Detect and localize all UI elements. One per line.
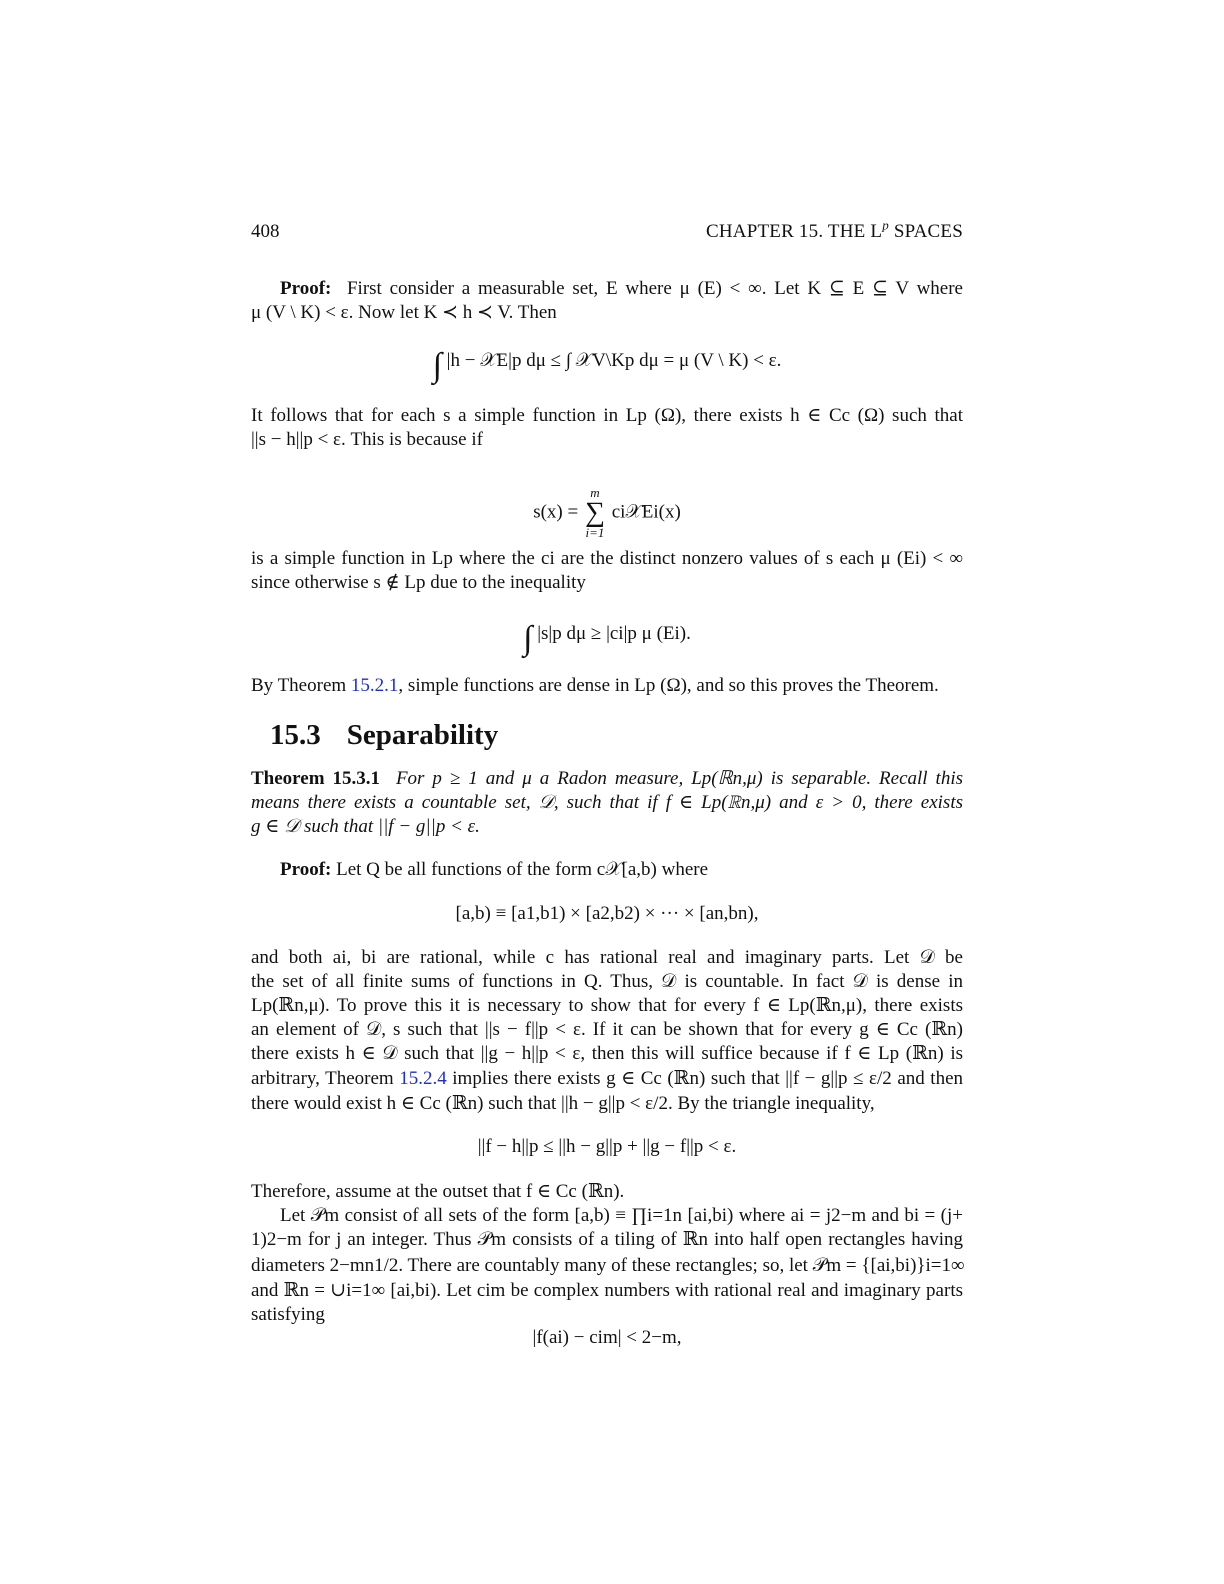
display-equation: [251, 486, 963, 540]
proof-label: Proof:: [280, 859, 332, 880]
proof-text: Let Q be all functions of the form c𝒳[a,b) where: [336, 859, 709, 880]
theorem-line: [251, 815, 963, 839]
paragraph-line: [251, 1067, 963, 1091]
theorem-text: g ∈ 𝒟 such that ||f − g||p < ε.: [251, 816, 480, 837]
chapter-title: [706, 217, 963, 244]
display-equation: [a,b) ≡ [a1,b1) × [a2,b2) × ··· × [an,bn),: [455, 903, 759, 924]
paragraph-line: there would exist h ∈ Cc (ℝn) such that ||h − g||p < ε/2. By the triangle inequality,: [251, 1093, 875, 1114]
text: implies there exists g ∈ Cc (ℝn) such that ||f − g||p ≤ ε/2 and then: [446, 1068, 964, 1089]
display-equation: ||f − h||p ≤ ||h − g||p + ||g − f||p < ε.: [477, 1136, 737, 1157]
paragraph-line: there exists h ∈ 𝒟 such that ||g − h||p < ε, then this will suffice because if f ∈ Lp (ℝn) is: [251, 1043, 963, 1064]
paragraph-line: an element of 𝒟, s such that ||s − f||p < ε. If it can be shown that for every g ∈ Cc (ℝn): [251, 1019, 963, 1040]
theorem-link[interactable]: 15.2.4: [399, 1068, 447, 1089]
section-number: 15.3: [270, 719, 321, 751]
paragraph-line: 1)2−m for j an integer. Thus 𝒫m consists of a tiling of ℝn into half open rectangles having: [251, 1229, 963, 1250]
summation: [585, 486, 605, 540]
proof-label: Proof:: [280, 278, 332, 299]
sum-upper-limit: m: [590, 485, 600, 500]
sum-sign: ∑: [584, 497, 605, 528]
sum-lower-limit: i=1: [585, 525, 605, 540]
paragraph-line: It follows that for each s a simple function in Lp (Ω), there exists h ∈ Cc (Ω) such that: [251, 405, 963, 426]
paragraph-line: [251, 674, 963, 698]
paragraph-line: Therefore, assume at the outset that f ∈ Cc (ℝn).: [251, 1181, 625, 1202]
theorem-label: Theorem 15.3.1: [251, 768, 380, 789]
proof-text: First consider a measurable set, E where μ (E) < ∞. Let K ⊆ E ⊆ V where: [346, 278, 963, 299]
text: By Theorem: [251, 675, 351, 696]
integral-sign: ∫: [523, 620, 533, 657]
paragraph-line: is a simple function in Lp where the ci are the distinct nonzero values of s each μ (Ei) < ∞: [251, 548, 963, 569]
proof-paragraph-line: [280, 277, 963, 301]
equation-rhs: ci𝒳Ei(x): [611, 501, 681, 523]
equation-text: |h − 𝒳E|p dμ ≤ ∫ 𝒳V\Kp dμ = μ (V \ K) < ε.: [446, 350, 782, 371]
paragraph-line: Let 𝒫m consist of all sets of the form [a,b) ≡ ∏i=1n [ai,bi) where ai = j2−m and bi = (j+: [280, 1205, 963, 1226]
theorem-link[interactable]: 15.2.1: [350, 675, 399, 696]
chapter-title-sup: p: [882, 217, 889, 233]
display-equation: [251, 620, 963, 657]
chapter-title-end: SPACES: [888, 221, 963, 242]
display-equation: |f(ai) − cim| < 2−m,: [532, 1327, 682, 1348]
paragraph-line: satisfying: [251, 1304, 325, 1325]
paragraph-line: Lp(ℝn,μ). To prove this it is necessary to show that for every f ∈ Lp(ℝn,μ), there exists: [251, 995, 963, 1016]
theorem-text: means there exists a countable set, 𝒟, such that if f ∈ Lp(ℝn,μ) and ε > 0, there exists: [251, 792, 963, 813]
section-title: Separability: [346, 719, 499, 751]
equation-text: |s|p dμ ≥ |ci|p μ (Ei).: [537, 623, 691, 644]
paragraph-line: the set of all finite sums of functions in Q. Thus, 𝒟 is countable. In fact 𝒟 is dense in: [251, 971, 963, 992]
proof-paragraph-line: [280, 858, 963, 882]
section-heading: [270, 718, 498, 752]
integral-sign: ∫: [432, 347, 442, 384]
paragraph-line: and ℝn = ∪i=1∞ [ai,bi). Let cim be complex numbers with rational real and imaginary parts: [251, 1280, 963, 1301]
page-number: 408: [251, 221, 280, 242]
equation-lhs: s(x) =: [533, 501, 579, 523]
paragraph-line: ||s − h||p < ε. This is because if: [251, 429, 483, 450]
theorem-line: [251, 767, 963, 791]
theorem-line: [251, 791, 963, 815]
paragraph-line: since otherwise s ∉ Lp due to the inequality: [251, 572, 586, 593]
theorem-text: For p ≥ 1 and μ a Radon measure, Lp(ℝn,μ) is separable. Recall this: [395, 768, 963, 789]
chapter-title-text: CHAPTER 15. THE L: [706, 221, 883, 242]
paragraph-line: diameters 2−mn1/2. There are countably many of these rectangles; so, let 𝒫m = {[ai,bi)}i=1∞: [251, 1255, 965, 1276]
display-equation: [251, 347, 963, 384]
proof-paragraph-line: μ (V \ K) < ε. Now let K ≺ h ≺ V. Then: [251, 302, 557, 323]
text: , simple functions are dense in Lp (Ω), and so this proves the Theorem.: [398, 675, 939, 696]
text: arbitrary, Theorem: [251, 1068, 400, 1089]
paragraph-line: and both ai, bi are rational, while c has rational real and imaginary parts. Let 𝒟 be: [251, 947, 963, 968]
